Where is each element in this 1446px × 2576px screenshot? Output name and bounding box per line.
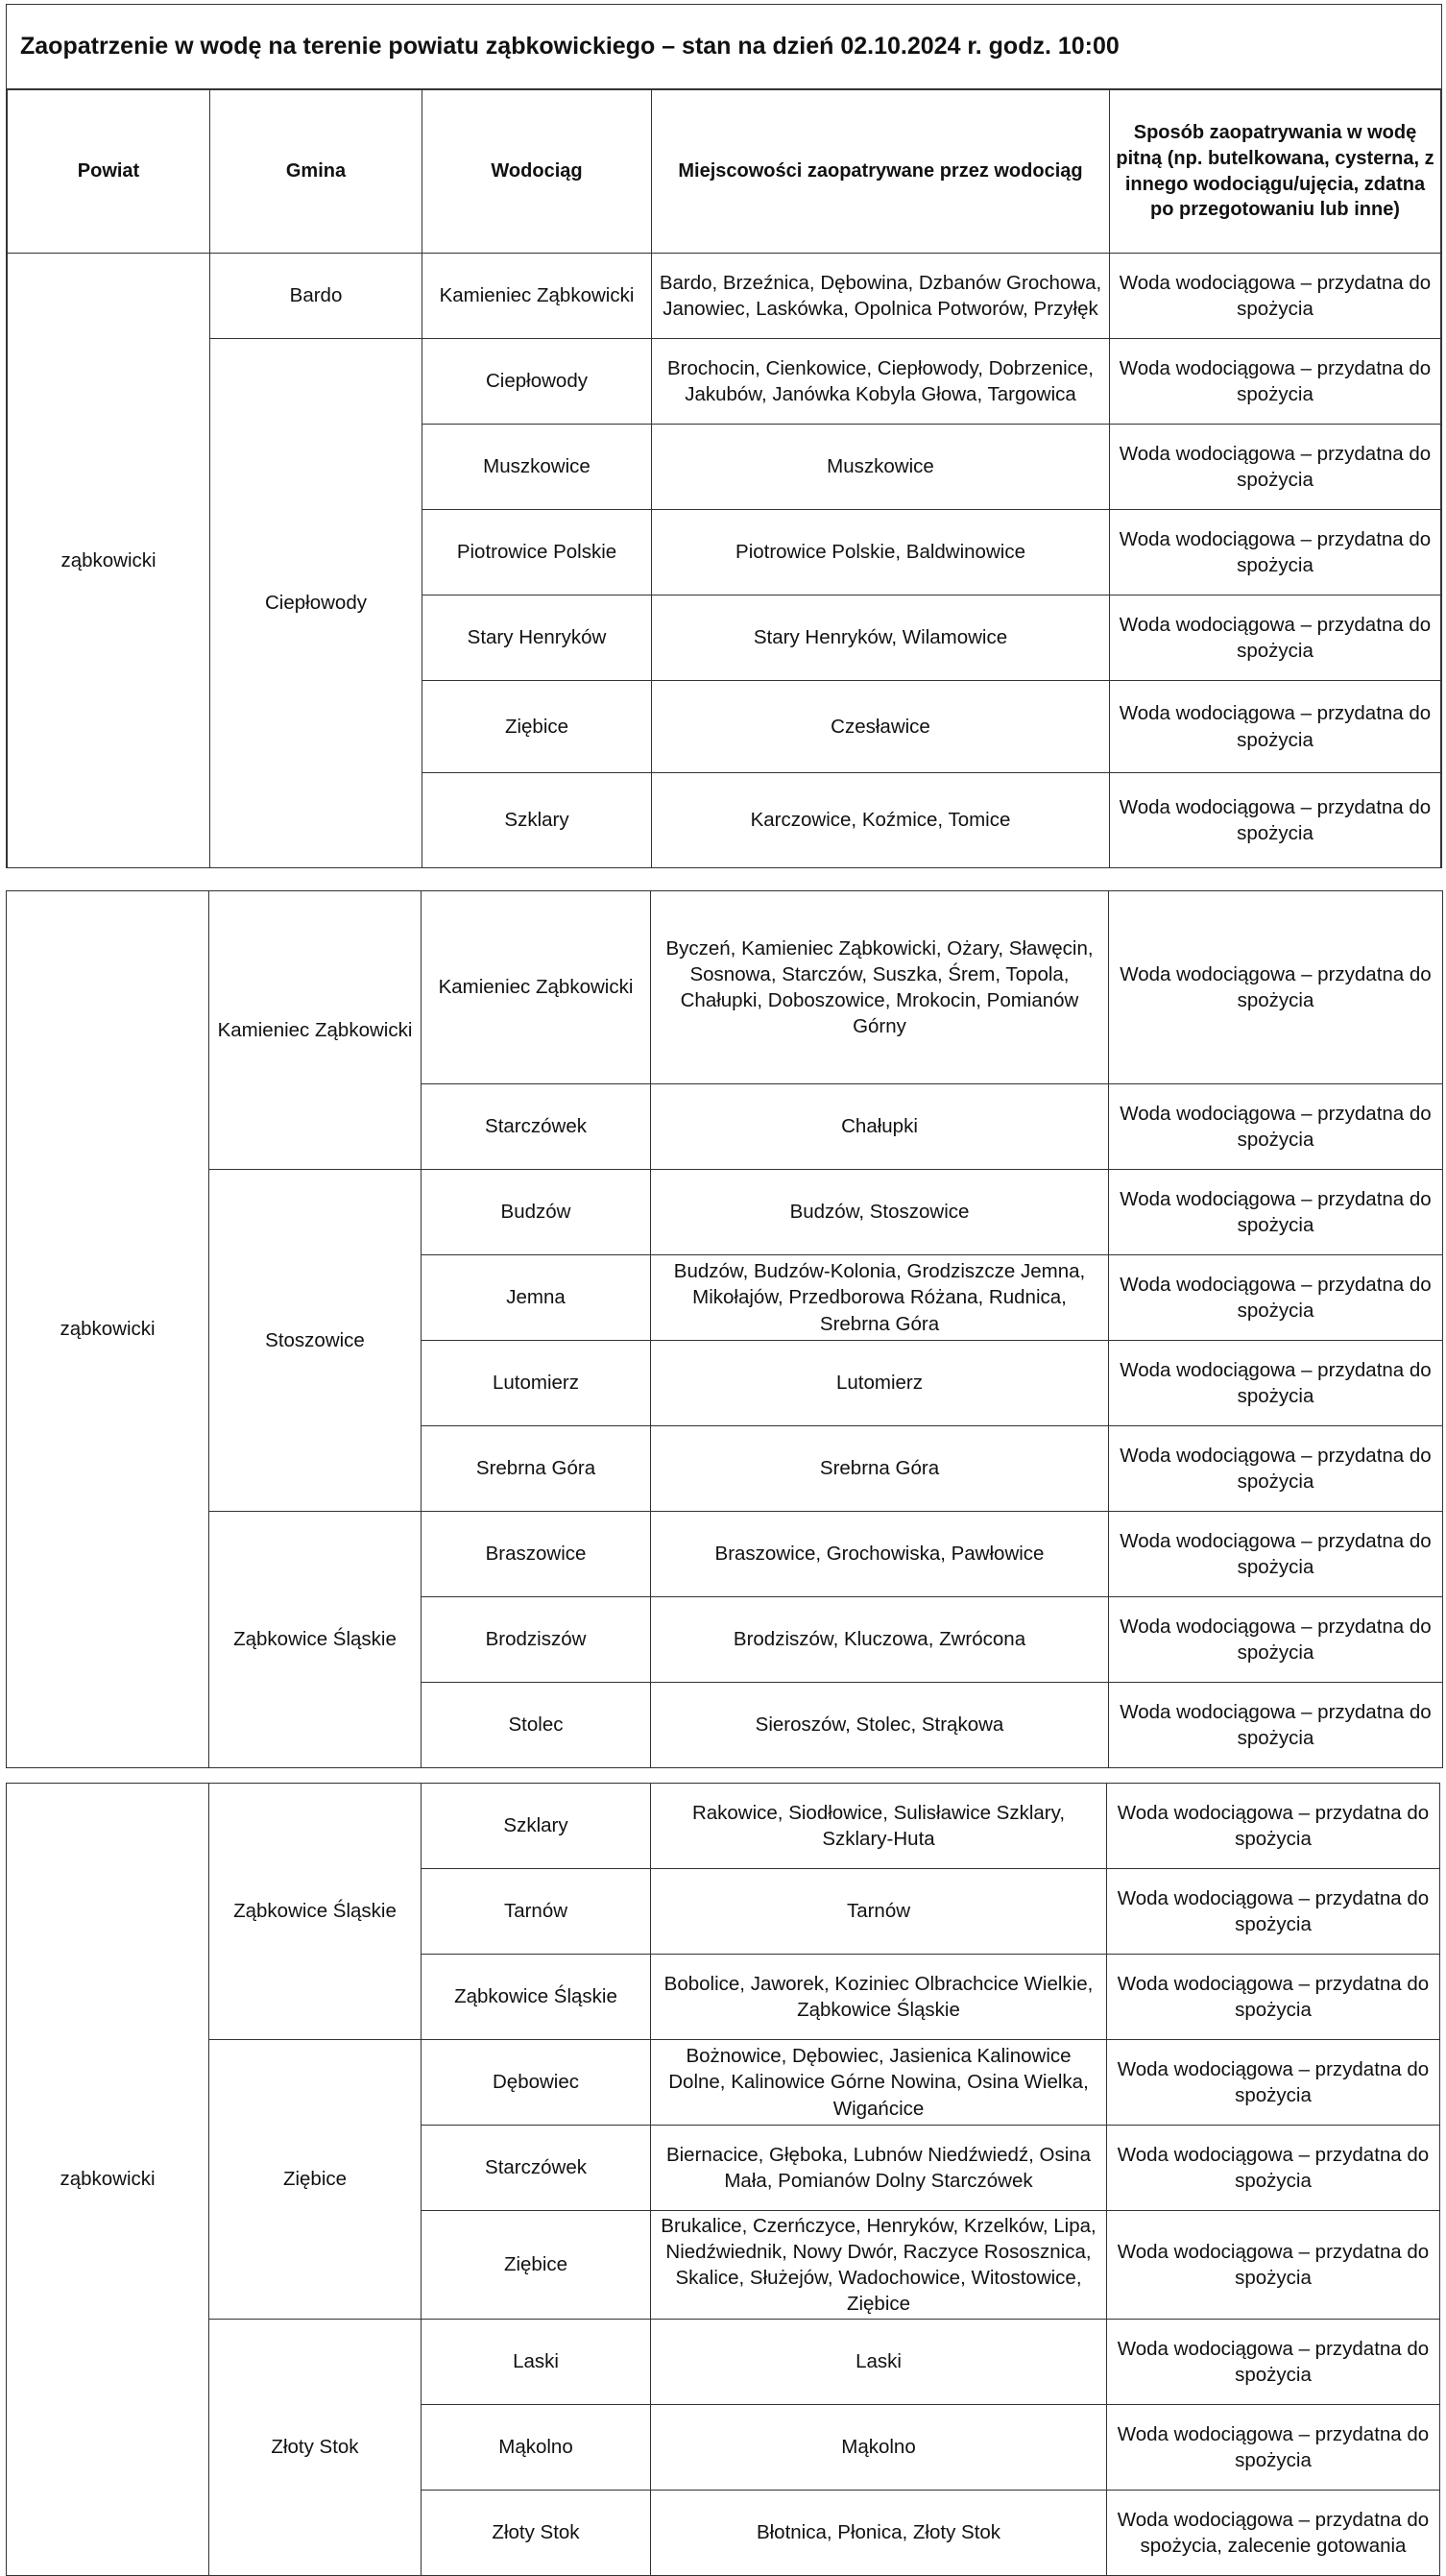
header-sposob: Sposób zaopatrywania w wodę pitną (np. butelkowana, cysterna, z innego wodociągu/ujęcia, zdatna po przegotowaniu lub inne) bbox=[1110, 90, 1441, 254]
miejscowosci-cell: Byczeń, Kamieniec Ząbkowicki, Ożary, Sławęcin, Sosnowa, Starczów, Suszka, Śrem, Topola, Chałupki, Doboszowice, Mrokocin, Pomianów Górny bbox=[651, 891, 1109, 1084]
miejscowosci-cell: Bardo, Brzeźnica, Dębowina, Dzbanów Grochowa, Janowiec, Laskówka, Opolnica Potworów, Przyłęk bbox=[652, 254, 1110, 339]
sposob-cell: Woda wodociągowa – przydatna do spożycia bbox=[1109, 1426, 1443, 1512]
sposob-cell: Woda wodociągowa – przydatna do spożycia bbox=[1107, 1784, 1440, 1869]
wodociag-cell: Lutomierz bbox=[422, 1341, 651, 1426]
sposob-cell: Woda wodociągowa – przydatna do spożycia bbox=[1107, 2320, 1440, 2405]
header-miejscowosci: Miejscowości zaopatrywane przez wodociąg bbox=[652, 90, 1110, 254]
miejscowosci-cell: Brukalice, Czerńczyce, Henryków, Krzelków, Lipa, Niedźwiednik, Nowy Dwór, Raczyce Rososznica, Skalice, Służejów, Wadochowice, Witostowice, Ziębice bbox=[651, 2211, 1107, 2320]
powiat-cell: ząbkowicki bbox=[7, 1784, 209, 2576]
header-row bbox=[8, 90, 1441, 254]
sposob-cell: Woda wodociągowa – przydatna do spożycia bbox=[1110, 681, 1441, 773]
sposob-cell: Woda wodociągowa – przydatna do spożycia bbox=[1109, 1170, 1443, 1255]
sposob-cell: Woda wodociągowa – przydatna do spożycia bbox=[1110, 339, 1441, 425]
wodociag-cell: Mąkolno bbox=[422, 2405, 651, 2491]
gmina-cell: Stoszowice bbox=[209, 1170, 422, 1512]
gmina-cell: Ciepłowody bbox=[210, 339, 422, 868]
sposob-cell: Woda wodociągowa – przydatna do spożycia bbox=[1107, 2040, 1440, 2126]
sposob-cell: Woda wodociągowa – przydatna do spożycia bbox=[1110, 425, 1441, 510]
miejscowosci-cell: Mąkolno bbox=[651, 2405, 1107, 2491]
miejscowosci-cell: Budzów, Budzów-Kolonia, Grodziszcze Jemna, Mikołajów, Przedborowa Różana, Rudnica, Srebrna Góra bbox=[651, 1255, 1109, 1341]
miejscowosci-cell: Chałupki bbox=[651, 1084, 1109, 1170]
table-row bbox=[7, 891, 1443, 1084]
miejscowosci-cell: Piotrowice Polskie, Baldwinowice bbox=[652, 510, 1110, 595]
wodociag-cell: Ząbkowice Śląskie bbox=[422, 1955, 651, 2040]
wodociag-cell: Starczówek bbox=[422, 2126, 651, 2211]
miejscowosci-cell: Lutomierz bbox=[651, 1341, 1109, 1426]
gmina-cell: Ząbkowice Śląskie bbox=[209, 1512, 422, 1768]
wodociag-cell: Ziębice bbox=[422, 2211, 651, 2320]
wodociag-cell: Stary Henryków bbox=[422, 595, 652, 681]
sposob-cell: Woda wodociągowa – przydatna do spożycia bbox=[1109, 1597, 1443, 1683]
sposob-cell: Woda wodociągowa – przydatna do spożycia bbox=[1109, 1341, 1443, 1426]
miejscowosci-cell: Stary Henryków, Wilamowice bbox=[652, 595, 1110, 681]
powiat-cell: ząbkowicki bbox=[8, 254, 210, 868]
sposob-cell: Woda wodociągowa – przydatna do spożycia bbox=[1110, 510, 1441, 595]
miejscowosci-cell: Tarnów bbox=[651, 1869, 1107, 1955]
table-block-1 bbox=[6, 4, 1442, 868]
water-table-2 bbox=[6, 890, 1443, 1768]
wodociag-cell: Kamieniec Ząbkowicki bbox=[422, 891, 651, 1084]
sposob-cell: Woda wodociągowa – przydatna do spożycia, zalecenie gotowania bbox=[1107, 2491, 1440, 2576]
sposob-cell: Woda wodociągowa – przydatna do spożycia bbox=[1107, 2211, 1440, 2320]
gmina-cell: Kamieniec Ząbkowicki bbox=[209, 891, 422, 1170]
wodociag-cell: Srebrna Góra bbox=[422, 1426, 651, 1512]
sposob-cell: Woda wodociągowa – przydatna do spożycia bbox=[1109, 1683, 1443, 1768]
header-gmina: Gmina bbox=[210, 90, 422, 254]
miejscowosci-cell: Budzów, Stoszowice bbox=[651, 1170, 1109, 1255]
miejscowosci-cell: Laski bbox=[651, 2320, 1107, 2405]
sposob-cell: Woda wodociągowa – przydatna do spożycia bbox=[1110, 254, 1441, 339]
miejscowosci-cell: Czesławice bbox=[652, 681, 1110, 773]
table-row bbox=[7, 1784, 1440, 1869]
miejscowosci-cell: Karczowice, Koźmice, Tomice bbox=[652, 773, 1110, 868]
wodociag-cell: Ziębice bbox=[422, 681, 652, 773]
water-table-3 bbox=[6, 1783, 1440, 2576]
wodociag-cell: Starczówek bbox=[422, 1084, 651, 1170]
sposob-cell: Woda wodociągowa – przydatna do spożycia bbox=[1110, 773, 1441, 868]
miejscowosci-cell: Brodziszów, Kluczowa, Zwrócona bbox=[651, 1597, 1109, 1683]
gmina-cell: Bardo bbox=[210, 254, 422, 339]
page-title: Zaopatrzenie w wodę na terenie powiatu ząbkowickiego – stan na dzień 02.10.2024 r. godz. 10:00 bbox=[7, 5, 1441, 89]
wodociag-cell: Braszowice bbox=[422, 1512, 651, 1597]
table-row bbox=[7, 2040, 1440, 2126]
header-powiat: Powiat bbox=[8, 90, 210, 254]
miejscowosci-cell: Srebrna Góra bbox=[651, 1426, 1109, 1512]
wodociag-cell: Muszkowice bbox=[422, 425, 652, 510]
table-row bbox=[7, 2320, 1440, 2405]
sposob-cell: Woda wodociągowa – przydatna do spożycia bbox=[1107, 2405, 1440, 2491]
wodociag-cell: Szklary bbox=[422, 1784, 651, 1869]
wodociag-cell: Kamieniec Ząbkowicki bbox=[422, 254, 652, 339]
wodociag-cell: Laski bbox=[422, 2320, 651, 2405]
wodociag-cell: Brodziszów bbox=[422, 1597, 651, 1683]
gmina-cell: Złoty Stok bbox=[209, 2320, 422, 2576]
table-row bbox=[8, 339, 1441, 425]
water-table-1 bbox=[7, 89, 1441, 868]
miejscowosci-cell: Brochocin, Cienkowice, Ciepłowody, Dobrzenice, Jakubów, Janówka Kobyla Głowa, Targowica bbox=[652, 339, 1110, 425]
wodociag-cell: Dębowiec bbox=[422, 2040, 651, 2126]
miejscowosci-cell: Błotnica, Płonica, Złoty Stok bbox=[651, 2491, 1107, 2576]
miejscowosci-cell: Bobolice, Jaworek, Koziniec Olbrachcice Wielkie, Ząbkowice Śląskie bbox=[651, 1955, 1107, 2040]
sposob-cell: Woda wodociągowa – przydatna do spożycia bbox=[1109, 1512, 1443, 1597]
miejscowosci-cell: Muszkowice bbox=[652, 425, 1110, 510]
miejscowosci-cell: Bożnowice, Dębowiec, Jasienica Kalinowice Dolne, Kalinowice Górne Nowina, Osina Wielka, Wigańcice bbox=[651, 2040, 1107, 2126]
wodociag-cell: Złoty Stok bbox=[422, 2491, 651, 2576]
table-row bbox=[7, 1170, 1443, 1255]
table-row bbox=[7, 1512, 1443, 1597]
miejscowosci-cell: Sieroszów, Stolec, Strąkowa bbox=[651, 1683, 1109, 1768]
wodociag-cell: Ciepłowody bbox=[422, 339, 652, 425]
sposob-cell: Woda wodociągowa – przydatna do spożycia bbox=[1109, 1084, 1443, 1170]
powiat-cell: ząbkowicki bbox=[7, 891, 209, 1768]
wodociag-cell: Piotrowice Polskie bbox=[422, 510, 652, 595]
wodociag-cell: Stolec bbox=[422, 1683, 651, 1768]
sposob-cell: Woda wodociągowa – przydatna do spożycia bbox=[1109, 1255, 1443, 1341]
miejscowosci-cell: Biernacice, Głęboka, Lubnów Niedźwiedź, Osina Mała, Pomianów Dolny Starczówek bbox=[651, 2126, 1107, 2211]
sposob-cell: Woda wodociągowa – przydatna do spożycia bbox=[1107, 2126, 1440, 2211]
wodociag-cell: Jemna bbox=[422, 1255, 651, 1341]
sposob-cell: Woda wodociągowa – przydatna do spożycia bbox=[1107, 1869, 1440, 1955]
wodociag-cell: Budzów bbox=[422, 1170, 651, 1255]
miejscowosci-cell: Braszowice, Grochowiska, Pawłowice bbox=[651, 1512, 1109, 1597]
gmina-cell: Ząbkowice Śląskie bbox=[209, 1784, 422, 2040]
table-row bbox=[8, 254, 1441, 339]
wodociag-cell: Szklary bbox=[422, 773, 652, 868]
sposob-cell: Woda wodociągowa – przydatna do spożycia bbox=[1107, 1955, 1440, 2040]
sposob-cell: Woda wodociągowa – przydatna do spożycia bbox=[1109, 891, 1443, 1084]
sposob-cell: Woda wodociągowa – przydatna do spożycia bbox=[1110, 595, 1441, 681]
wodociag-cell: Tarnów bbox=[422, 1869, 651, 1955]
miejscowosci-cell: Rakowice, Siodłowice, Sulisławice Szklary, Szklary-Huta bbox=[651, 1784, 1107, 1869]
header-wodociag: Wodociąg bbox=[422, 90, 652, 254]
gmina-cell: Ziębice bbox=[209, 2040, 422, 2320]
